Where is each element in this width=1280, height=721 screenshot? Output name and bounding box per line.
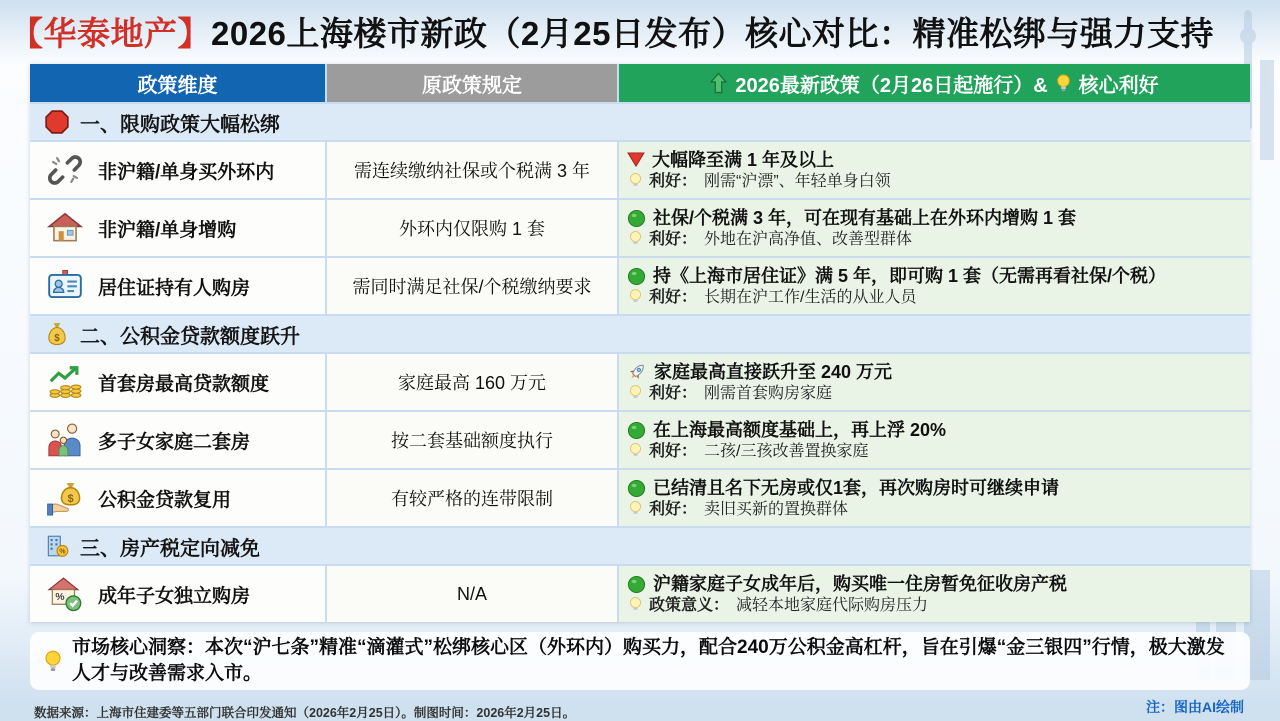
new-policy-cell <box>619 258 1250 314</box>
benefit-label: 政策意义： <box>649 596 730 614</box>
column-header-new-policy-label: 2026最新政策（2月26日起施行）& <box>735 74 1048 97</box>
old-policy-cell: 按二套基础额度执行 <box>327 412 617 468</box>
new-policy-cell <box>619 142 1250 198</box>
insight-body: 本次“沪七条”精准“滴灌式”松绑核心区（外环内）购买力，配合240万公积金高杠杆，旨在引爆“金三银四”行情，极大激发人才与改善需求入市。 <box>72 637 1225 684</box>
old-policy-cell: 需同时满足社保/个税缴纳要求 <box>327 258 617 314</box>
new-policy-text: 在上海最高额度基础上，再上浮 20% <box>653 419 947 440</box>
benefit-label: 利好： <box>649 442 698 460</box>
title-text: 2026上海楼市新政（2月25日发布）核心对比：精准松绑与强力支持 <box>211 15 1214 52</box>
brand-label: 【华泰地产】 <box>10 15 211 52</box>
insight-label: 市场核心洞察： <box>72 637 206 659</box>
section-header-purchase-limits <box>30 104 1250 140</box>
section-header-property-tax <box>30 528 1250 564</box>
house-icon <box>46 209 84 247</box>
lightbulb-icon <box>629 230 642 248</box>
new-policy-cell <box>619 354 1250 410</box>
benefit-label: 利好： <box>649 230 698 248</box>
new-policy-text: 家庭最高直接跃升至 240 万元 <box>654 361 893 382</box>
benefit-label: 利好： <box>649 288 698 306</box>
lightbulb-icon <box>44 649 62 674</box>
data-source-note: 数据来源：上海市住建委等五部门联合印发通知（2026年2月25日）。制图时间：2026年2月25日。 <box>34 706 576 720</box>
svg-text:$: $ <box>67 492 74 505</box>
svg-text:%: % <box>55 592 65 604</box>
dimension-label: 成年子女独立购房 <box>98 585 251 607</box>
new-policy-cell <box>619 412 1250 468</box>
dimension-label: 多子女家庭二套房 <box>98 431 251 453</box>
green-circle-icon <box>627 209 646 228</box>
dimension-label: 首套房最高贷款额度 <box>98 373 270 395</box>
benefit-text: 外地在沪高净值、改善型群体 <box>704 230 913 248</box>
green-circle-icon <box>627 421 646 440</box>
dimension-label: 非沪籍/单身买外环内 <box>98 161 275 183</box>
lightbulb-icon <box>629 288 642 306</box>
section-header-housing-fund <box>30 316 1250 352</box>
new-policy-text: 社保/个税满 3 年，可在现有基础上在外环内增购 1 套 <box>653 207 1077 228</box>
building-percent-icon <box>44 533 70 559</box>
lightbulb-icon <box>629 596 642 614</box>
green-circle-icon <box>627 479 646 498</box>
rocket-icon <box>627 362 647 382</box>
new-policy-text: 已结清且名下无房或仅1套，再次购房时可继续申请 <box>653 477 1060 498</box>
green-circle-icon <box>627 267 646 286</box>
table-row-dimension <box>30 470 325 526</box>
dimension-label: 非沪籍/单身增购 <box>98 219 237 241</box>
broken-link-icon <box>46 151 84 189</box>
new-policy-cell <box>619 470 1250 526</box>
green-circle-icon <box>627 575 646 594</box>
dimension-label: 公积金贷款复用 <box>98 489 232 511</box>
lightbulb-icon <box>629 442 642 460</box>
policy-comparison-table <box>30 64 1250 622</box>
benefit-text: 二孩/三孩改善置换家庭 <box>704 442 869 460</box>
coins-growth-icon <box>46 363 84 401</box>
lightbulb-icon <box>629 500 642 518</box>
new-policy-text: 沪籍家庭子女成年后，购买唯一住房暂免征收房产税 <box>653 573 1067 594</box>
old-policy-cell: 需连续缴纳社保或个税满 3 年 <box>327 142 617 198</box>
old-policy-cell: 外环内仅限购 1 套 <box>327 200 617 256</box>
benefit-text: 刚需“沪漂”、年轻单身白领 <box>704 172 891 190</box>
table-row-dimension <box>30 142 325 198</box>
benefit-text: 长期在沪工作/生活的从业人员 <box>704 288 917 306</box>
table-row-dimension <box>30 258 325 314</box>
old-policy-cell: 有较严格的连带限制 <box>327 470 617 526</box>
table-row-dimension <box>30 354 325 410</box>
old-policy-cell: 家庭最高 160 万元 <box>327 354 617 410</box>
benefit-label: 利好： <box>649 384 698 402</box>
benefit-text: 卖旧买新的置换群体 <box>704 500 849 518</box>
benefit-text: 减轻本地家庭代际购房压力 <box>736 596 929 614</box>
new-policy-cell <box>619 566 1250 622</box>
money-bag-hand-icon <box>46 479 84 517</box>
stop-sign-icon <box>44 109 70 135</box>
column-header-benefit-label: 核心利好 <box>1078 74 1159 97</box>
lightbulb-icon <box>629 172 642 190</box>
market-insight-banner <box>30 632 1250 690</box>
section-title: 一、限购政策大幅松绑 <box>80 113 280 136</box>
dimension-label: 居住证持有人购房 <box>98 277 251 299</box>
new-policy-text: 持《上海市居住证》满 5 年，即可购 1 套（无需再看社保/个税） <box>653 265 1167 286</box>
column-header-new-policy <box>619 64 1250 102</box>
svg-text:%: % <box>59 548 66 556</box>
green-up-arrow-icon <box>710 71 727 95</box>
old-policy-cell: N/A <box>327 566 617 622</box>
house-percent-icon <box>46 575 84 613</box>
benefit-label: 利好： <box>649 500 698 518</box>
lightbulb-icon <box>1056 73 1071 94</box>
lightbulb-icon <box>629 384 642 402</box>
table-row-dimension <box>30 566 325 622</box>
red-down-triangle-icon <box>627 152 645 168</box>
new-policy-cell <box>619 200 1250 256</box>
ai-drawn-note: 注：图由AI绘制 <box>1146 699 1244 715</box>
column-header-dimension: 政策维度 <box>30 64 325 102</box>
table-row-dimension <box>30 412 325 468</box>
column-header-old-policy: 原政策规定 <box>327 64 617 102</box>
page-title <box>10 8 1214 55</box>
id-card-icon <box>46 267 84 305</box>
benefit-text: 刚需首套购房家庭 <box>704 384 833 402</box>
insight-text <box>72 635 1236 686</box>
new-policy-text: 大幅降至满 1 年及以上 <box>652 149 835 170</box>
section-title: 三、房产税定向减免 <box>80 537 260 560</box>
section-title: 二、公积金贷款额度跃升 <box>80 325 300 348</box>
table-row-dimension <box>30 200 325 256</box>
money-bag-icon <box>44 321 70 347</box>
benefit-label: 利好： <box>649 172 698 190</box>
svg-text:$: $ <box>54 333 60 345</box>
family-icon <box>46 421 84 459</box>
